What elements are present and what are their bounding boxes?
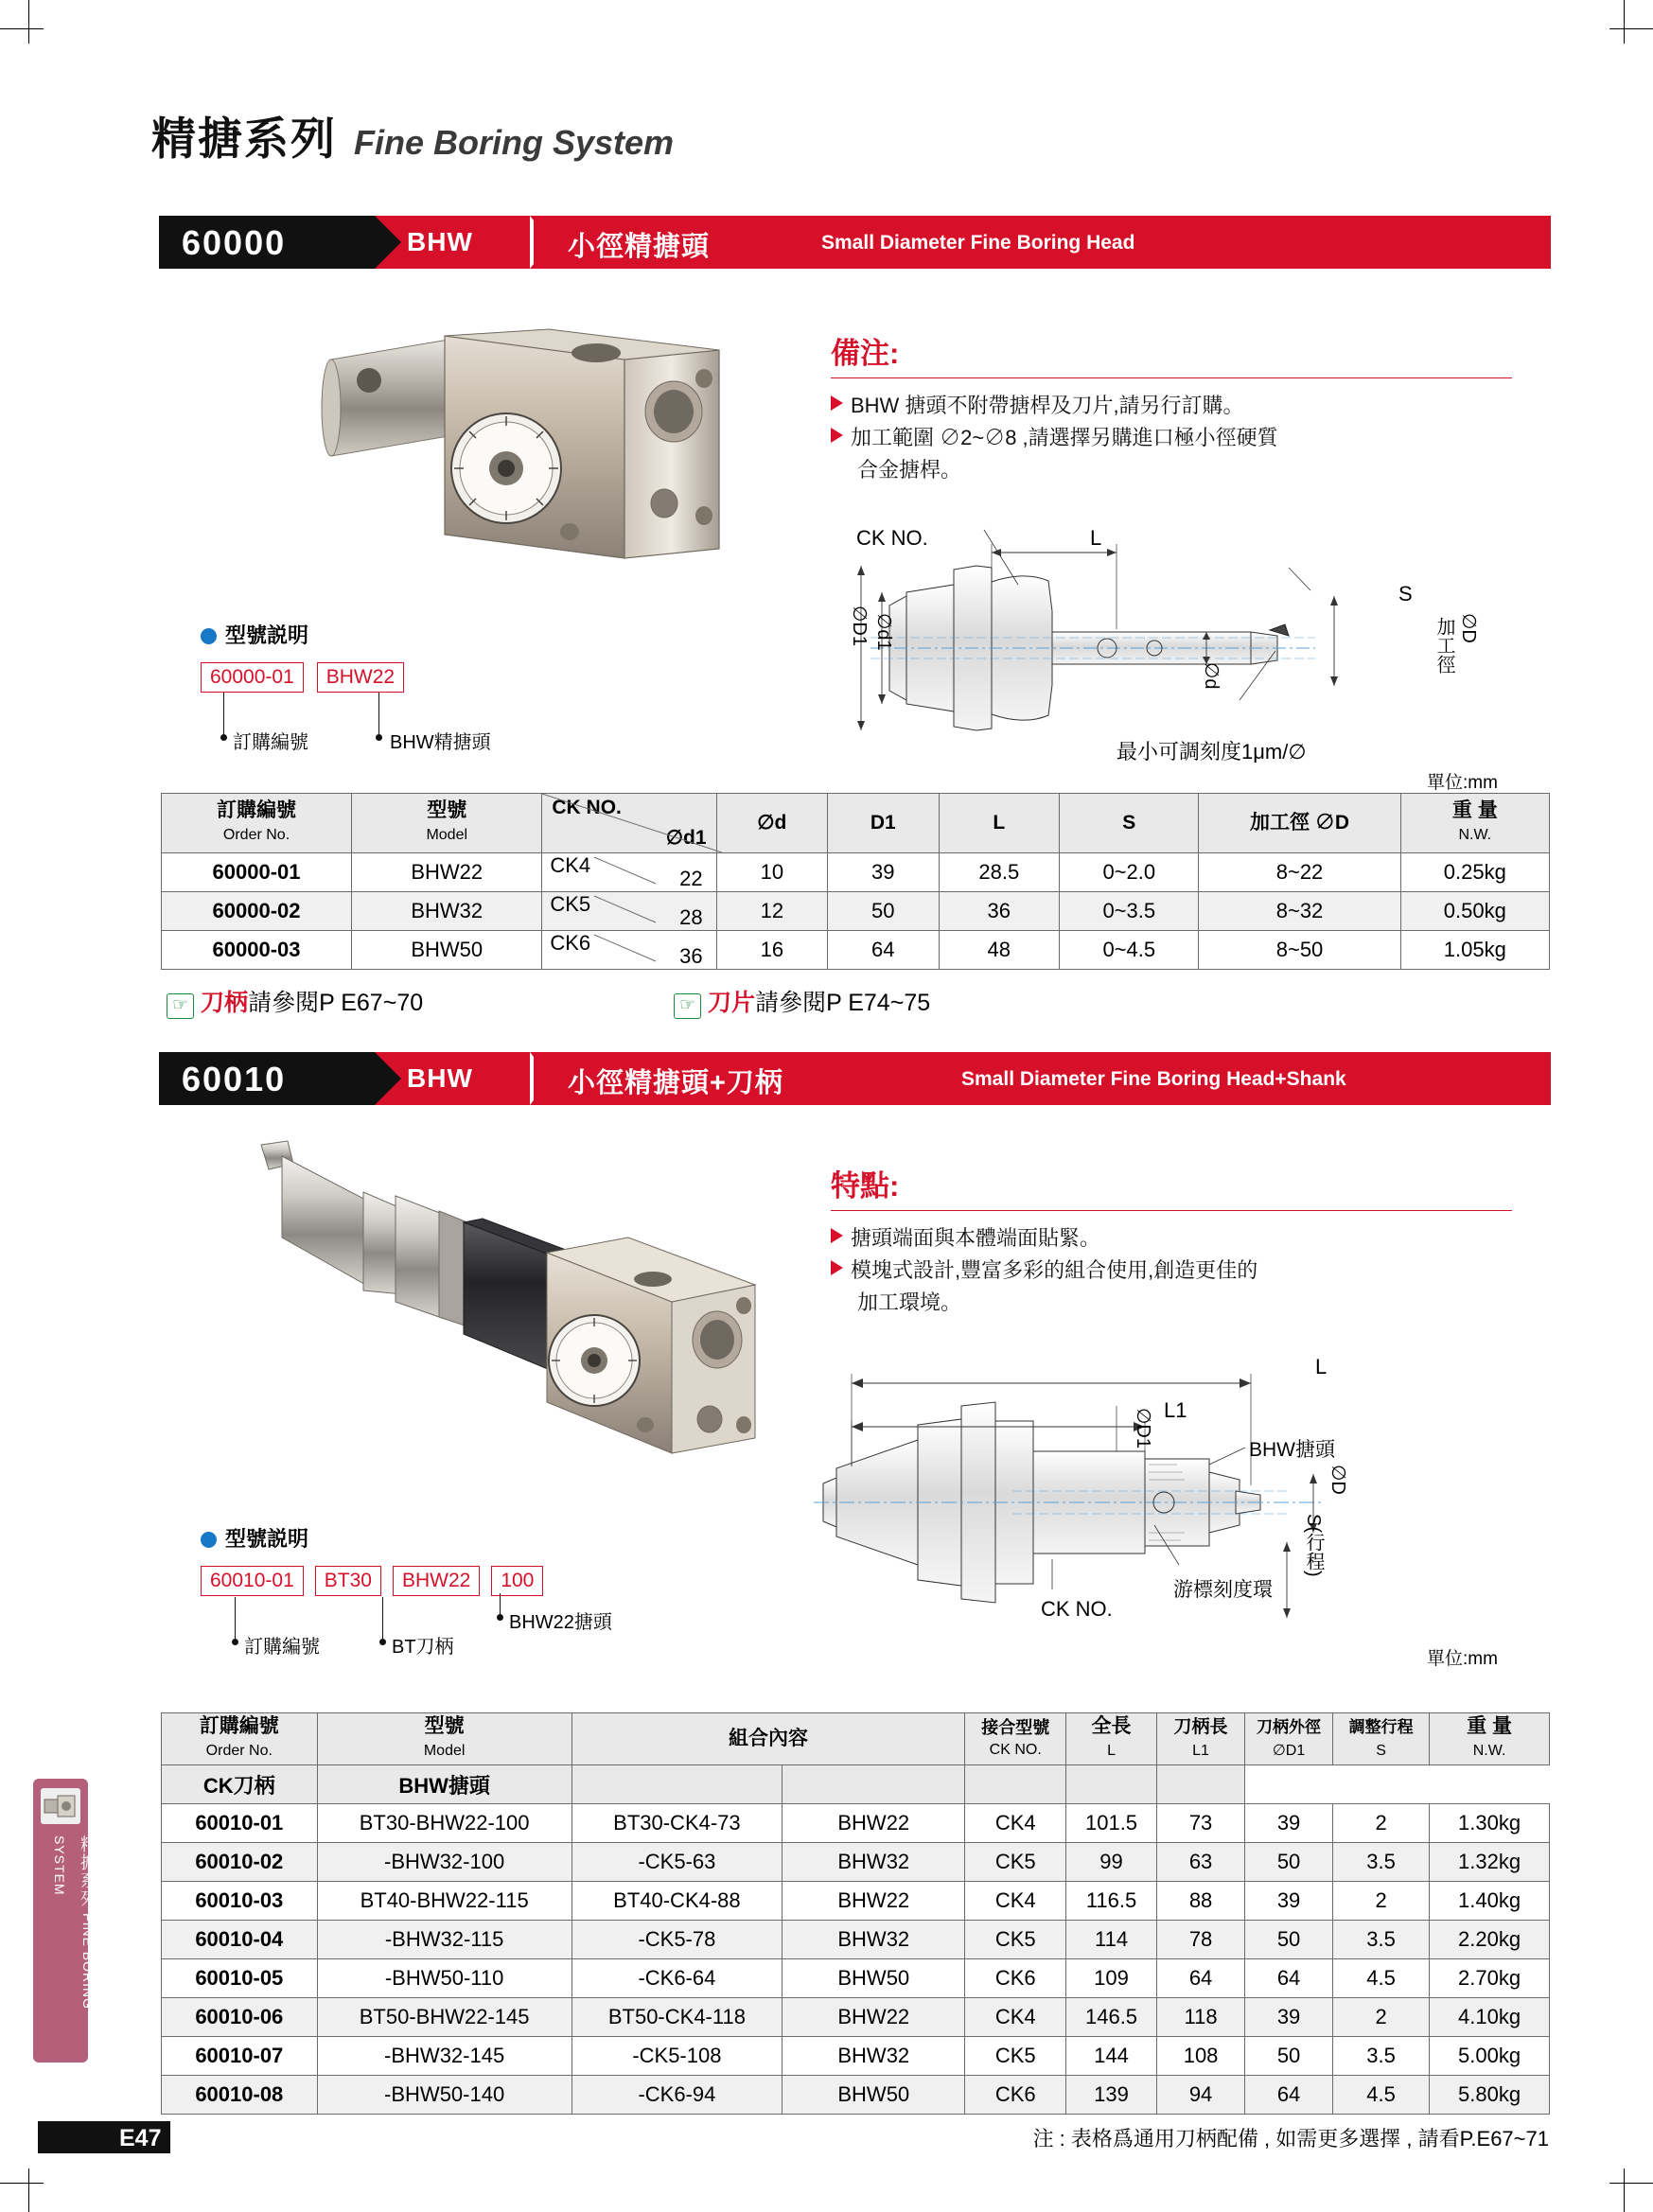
cell-weight: 0.50kg: [1400, 892, 1549, 931]
th-en: CK NO.: [989, 1742, 1042, 1758]
cell-L1: 118: [1157, 1998, 1245, 2037]
cell-combo-head: BHW32: [783, 1843, 965, 1882]
drawing2-label-D1: [1132, 1408, 1154, 1448]
cell-L: 146.5: [1066, 1998, 1157, 2037]
cell-order-no: 60010-01: [162, 1804, 318, 1843]
cell-ck: CK5: [965, 1921, 1066, 1959]
leader-dot: [379, 1639, 386, 1645]
cell-L1: 88: [1157, 1882, 1245, 1921]
th-combination: 組合內容: [572, 1713, 965, 1765]
cell-S: 4.5: [1333, 1959, 1430, 1998]
cell-combo-shank: -CK5-108: [572, 2037, 782, 2076]
notes-block-2: [831, 1162, 1550, 1319]
drawing2-label-S: [1300, 1514, 1328, 1577]
th-en: L: [1107, 1743, 1116, 1759]
note-text: 合金搪桿。: [857, 458, 962, 482]
th-combo-ck-shank: CK刀柄: [162, 1765, 318, 1804]
note-text: 模塊式設計,豐富多彩的組合使用,創造更佳的: [851, 1258, 1258, 1282]
note-line: [831, 390, 1550, 422]
cell-D1: 39: [1245, 1804, 1333, 1843]
th-cn: 訂購編號: [199, 1715, 279, 1737]
crop-mark: [28, 2168, 29, 2212]
model-explain-label-2: BHW精搪頭: [390, 732, 491, 753]
cell-combo-shank: -CK5-63: [572, 1843, 782, 1882]
model-explain-1: [201, 620, 404, 693]
cell-L: 109: [1066, 1959, 1157, 1998]
drawing-label-D1: [848, 606, 870, 646]
banner-number: 60000: [182, 223, 287, 262]
th-S: S: [1060, 794, 1199, 853]
banner-code: BHW: [407, 1063, 473, 1093]
cell-L: 36: [939, 892, 1060, 931]
cell-model: BT30-BHW22-100: [317, 1804, 572, 1843]
drawing-label-proc-dia-text: 加工徑: [1433, 617, 1454, 674]
cell-ck-no: CK4: [550, 853, 591, 877]
th-D1: D1: [828, 794, 939, 853]
th-cn: 型號: [424, 1715, 465, 1737]
banner-title-en: Small Diameter Fine Boring Head+Shank: [961, 1068, 1346, 1090]
th-en: N.W.: [1472, 1743, 1506, 1759]
cell-model: BT40-BHW22-115: [317, 1882, 572, 1921]
section-banner-60000: [159, 216, 1551, 269]
cell-L: 48: [939, 931, 1060, 970]
th-weight: [1400, 794, 1549, 853]
banner-number: 60010: [182, 1060, 287, 1098]
crop-mark: [1609, 2183, 1653, 2184]
cell-combo-shank: BT50-CK4-118: [572, 1998, 782, 2037]
drawing-label-D-text: ∅D: [1458, 613, 1479, 643]
th-en: Model: [423, 1743, 466, 1759]
note-line: [831, 1222, 1550, 1255]
drawing2-label-S-text: S(行程): [1303, 1514, 1324, 1577]
cell-D1: 50: [1245, 2037, 1333, 2076]
spec-table-60000: [161, 793, 1550, 970]
cell-combo-head: BHW32: [783, 1921, 965, 1959]
note-text: 搪頭端面與本體端面貼緊。: [851, 1226, 1101, 1250]
banner-number-block: [159, 1052, 375, 1105]
section-banner-60010: [159, 1052, 1551, 1105]
cell-S: 0~4.5: [1060, 931, 1199, 970]
th-total-length: [1066, 1713, 1157, 1765]
cell-weight: 5.00kg: [1430, 2037, 1550, 2076]
cell-proc-dia: 8~50: [1199, 931, 1400, 970]
cell-proc-dia: 8~22: [1199, 853, 1400, 892]
th-model: [317, 1713, 572, 1765]
th-en: N.W.: [1458, 827, 1492, 843]
cell-S: 0~3.5: [1060, 892, 1199, 931]
spacer-cell: [965, 1765, 1066, 1804]
drawing2-label-L1: L1: [1164, 1398, 1187, 1422]
cell-ck: [542, 931, 716, 970]
cell-S: 3.5: [1333, 2037, 1430, 2076]
series-title-cn: 精搪系列: [151, 114, 337, 164]
model-explain-label-1: 訂購編號: [233, 732, 308, 753]
cell-ck-no: CK6: [550, 931, 591, 955]
cell-D1: 39: [1245, 1998, 1333, 2037]
model-explain2-label-2: BT刀柄: [392, 1637, 454, 1658]
cell-S: 4.5: [1333, 2076, 1430, 2115]
th-model: [352, 794, 542, 853]
drawing2-label-ck-no: CK NO.: [1041, 1597, 1113, 1621]
cell-d1: 22: [679, 867, 703, 890]
cell-ck-no: CK5: [550, 892, 591, 916]
th-cn: 型號: [427, 799, 467, 821]
note-text: 加工環境。: [857, 1290, 962, 1314]
table-header-row: [162, 1713, 1550, 1765]
cell-combo-head: BHW22: [783, 1804, 965, 1843]
reference-shank[interactable]: [167, 984, 423, 1019]
model-code-head: BHW22: [393, 1566, 480, 1596]
drawing-label-S: S: [1398, 582, 1413, 606]
cell-weight: 1.30kg: [1430, 1804, 1550, 1843]
note-line: [831, 1287, 1550, 1319]
th-cn: 調整行程: [1348, 1717, 1414, 1736]
cell-weight: 1.05kg: [1400, 931, 1549, 970]
table-row: [162, 2037, 1550, 2076]
cell-L: 114: [1066, 1921, 1157, 1959]
model-explain-title: [201, 1523, 543, 1553]
reference-highlight: 刀柄: [201, 990, 249, 1016]
table-row: [162, 1882, 1550, 1921]
cell-combo-shank: -CK5-78: [572, 1921, 782, 1959]
reference-highlight: 刀片: [708, 990, 756, 1016]
cell-model: BT50-BHW22-145: [317, 1998, 572, 2037]
cell-ck: CK5: [965, 2037, 1066, 2076]
table-header-row: [162, 794, 1550, 853]
cell-order-no: 60010-08: [162, 2076, 318, 2115]
banner-title-cn: 小徑精搪頭+刀柄: [568, 1068, 783, 1098]
th-shank-length: [1157, 1713, 1245, 1765]
reference-insert[interactable]: [674, 984, 930, 1019]
cell-order-no: 60000-01: [162, 853, 352, 892]
cell-ck: [542, 853, 716, 892]
table-row: [162, 1843, 1550, 1882]
cell-model: -BHW32-115: [317, 1921, 572, 1959]
cell-combo-shank: BT30-CK4-73: [572, 1804, 782, 1843]
model-explain-2: [201, 1523, 543, 1596]
cell-model: -BHW32-145: [317, 2037, 572, 2076]
model-explain-title-text: 型號説明: [225, 1527, 309, 1551]
th-en: Order No.: [222, 827, 290, 843]
leader-dot: [497, 1614, 503, 1621]
cell-ck: [542, 892, 716, 931]
technical-drawing-2: [795, 1353, 1486, 1656]
side-tab-en: FINE BORING SYSTEM: [52, 1835, 96, 2010]
drawing2-label-D-text: ∅D: [1328, 1465, 1348, 1495]
th-order-no: [162, 794, 352, 853]
cell-D1: 64: [828, 931, 939, 970]
cell-ck: CK4: [965, 1998, 1066, 2037]
cell-L1: 63: [1157, 1843, 1245, 1882]
cell-L1: 108: [1157, 2037, 1245, 2076]
cell-proc-dia: 8~32: [1199, 892, 1400, 931]
unit-label-1: 單位:mm: [1427, 773, 1498, 793]
th-weight: [1430, 1713, 1550, 1765]
drawing-label-d1: [872, 613, 895, 651]
cell-combo-head: BHW22: [783, 1998, 965, 2037]
cell-L1: 78: [1157, 1921, 1245, 1959]
cell-weight: 2.20kg: [1430, 1921, 1550, 1959]
th-en: Model: [426, 827, 468, 843]
table-row: [162, 892, 1550, 931]
th-d: ∅d: [716, 794, 828, 853]
page-title: [151, 104, 674, 167]
cell-L1: 94: [1157, 2076, 1245, 2115]
cell-order-no: 60000-02: [162, 892, 352, 931]
th-cn: 訂購編號: [217, 799, 297, 821]
bullet-dot-icon: [201, 628, 217, 644]
product-photo-bhw-shank: [244, 1135, 793, 1533]
cell-weight: 0.25kg: [1400, 853, 1549, 892]
cell-S: 3.5: [1333, 1921, 1430, 1959]
leader-line: [223, 693, 224, 734]
cell-model: BHW50: [352, 931, 542, 970]
th-ck-no: [965, 1713, 1066, 1765]
note-line: [831, 1255, 1550, 1287]
crop-mark: [0, 28, 44, 29]
cell-ck: CK5: [965, 1843, 1066, 1882]
series-title-en: Fine Boring System: [354, 123, 675, 162]
table-row: [162, 1921, 1550, 1959]
bullet-dot-icon: [201, 1532, 217, 1548]
th-cn: 刀柄長: [1173, 1716, 1228, 1737]
side-tab-text: [45, 1835, 102, 2063]
note-line: [831, 454, 1550, 486]
cell-order-no: 60010-05: [162, 1959, 318, 1998]
cell-S: 2: [1333, 1998, 1430, 2037]
spec-table-60010: [161, 1712, 1550, 2115]
cell-weight: 1.32kg: [1430, 1843, 1550, 1882]
model-explain-title: [201, 620, 404, 649]
spacer-cell: [1066, 1765, 1157, 1804]
drawing-label-d-text: ∅d: [1201, 662, 1222, 690]
drawing-label-min-scale: 最小可調刻度1μm/∅: [1117, 740, 1307, 764]
th-order-no: [162, 1713, 318, 1765]
product-photo-bhw-head: [312, 322, 804, 606]
th-ck-no: [542, 794, 716, 853]
bullet-triangle-icon: [831, 428, 843, 443]
drawing2-label-L: L: [1315, 1355, 1328, 1378]
th-en: Order No.: [205, 1743, 273, 1759]
leader-line: [235, 1597, 236, 1639]
cell-combo-head: BHW22: [783, 1882, 965, 1921]
th-d1-label: ∅d1: [665, 827, 707, 849]
page-number: E47: [119, 2125, 162, 2151]
drawing-label-proc-dia: [1431, 617, 1458, 674]
drawing2-label-D: [1327, 1465, 1349, 1495]
drawing2-label-vernier: 游標刻度環: [1173, 1579, 1273, 1601]
spacer-cell: [783, 1765, 965, 1804]
table-row: [162, 2076, 1550, 2115]
model-explain2-label-1: 訂購編號: [244, 1637, 320, 1658]
notes-block-1: [831, 329, 1550, 486]
bullet-triangle-icon: [831, 1228, 843, 1243]
cell-S: 2: [1333, 1804, 1430, 1843]
crop-mark: [1624, 2168, 1625, 2212]
cell-combo-shank: -CK6-64: [572, 1959, 782, 1998]
cell-model: -BHW32-100: [317, 1843, 572, 1882]
table-row: [162, 931, 1550, 970]
features-heading: 特點:: [831, 1162, 1512, 1211]
drawing2-label-D1-text: ∅D1: [1133, 1408, 1153, 1448]
leader-dot: [376, 734, 382, 741]
cell-combo-shank: BT40-CK4-88: [572, 1882, 782, 1921]
model-explain-title-text: 型號説明: [225, 623, 309, 647]
drawing-label-ck-no: CK NO.: [856, 526, 928, 550]
leader-line: [378, 693, 379, 734]
spacer-cell: [572, 1765, 782, 1804]
cell-S: 0~2.0: [1060, 853, 1199, 892]
model-code-shank: BT30: [315, 1566, 381, 1596]
side-tab: [33, 1779, 97, 2063]
cell-combo-head: BHW50: [783, 1959, 965, 1998]
note-text: 加工範圍 ∅2~∅8 ,請選擇另購進口極小徑硬質: [851, 426, 1278, 449]
banner-number-block: [159, 216, 375, 269]
note-text: BHW 搪頭不附帶搪桿及刀片,請另行訂購。: [851, 394, 1244, 417]
model-code-head: BHW22: [317, 662, 404, 693]
cell-combo-head: BHW50: [783, 2076, 965, 2115]
chevron-inner-icon: [534, 216, 554, 269]
bullet-triangle-icon: [831, 1260, 843, 1275]
leader-line: [500, 1593, 501, 1616]
hand-pointer-icon: ☞: [167, 993, 194, 1019]
crop-mark: [1624, 0, 1625, 44]
banner-code: BHW: [407, 227, 473, 256]
table-subheader-row: [162, 1765, 1550, 1804]
table-row: [162, 853, 1550, 892]
note-line: [831, 422, 1550, 454]
cell-L: 101.5: [1066, 1804, 1157, 1843]
hand-pointer-icon: ☞: [674, 993, 701, 1019]
model-code-length: 100: [491, 1566, 543, 1596]
reference-text: 請參閱P E74~75: [755, 990, 931, 1016]
reference-text: 請參閱P E67~70: [248, 990, 424, 1016]
model-code-order: 60010-01: [201, 1566, 304, 1596]
cell-D1: 50: [1245, 1921, 1333, 1959]
drawing-label-d1-text: ∅d1: [873, 613, 894, 651]
cell-S: 2: [1333, 1882, 1430, 1921]
crop-mark: [0, 2183, 44, 2184]
cell-order-no: 60010-07: [162, 2037, 318, 2076]
spacer-cell: [1157, 1765, 1245, 1804]
cell-model: -BHW50-110: [317, 1959, 572, 1998]
cell-weight: 1.40kg: [1430, 1882, 1550, 1921]
cell-weight: 4.10kg: [1430, 1998, 1550, 2037]
th-cn: 重 量: [1467, 1715, 1512, 1737]
banner-title-cn: 小徑精搪頭: [568, 232, 711, 262]
th-cn: 刀柄外徑: [1257, 1717, 1322, 1736]
crop-mark: [1609, 28, 1653, 29]
cell-d: 16: [716, 931, 828, 970]
cell-D1: 50: [1245, 1843, 1333, 1882]
cell-order-no: 60010-02: [162, 1843, 318, 1882]
unit-label-2: 單位:mm: [1427, 1649, 1498, 1669]
cell-d1: 28: [679, 905, 703, 929]
th-stroke: [1333, 1713, 1430, 1765]
cell-d1: 36: [679, 944, 703, 968]
drawing-label-L: L: [1090, 526, 1102, 550]
cell-d: 12: [716, 892, 828, 931]
cell-order-no: 60010-03: [162, 1882, 318, 1921]
cell-weight: 5.80kg: [1430, 2076, 1550, 2115]
cell-D1: 64: [1245, 2076, 1333, 2115]
table-row: [162, 1998, 1550, 2037]
drawing2-label-bhw-head: BHW搪頭: [1249, 1439, 1335, 1461]
banner-title-en: Small Diameter Fine Boring Head: [821, 232, 1135, 254]
cell-L: 144: [1066, 2037, 1157, 2076]
leader-line: [382, 1597, 383, 1639]
th-ck-label: CK NO.: [552, 797, 622, 818]
drawing-label-d: [1200, 662, 1222, 690]
th-cn: 接合型號: [981, 1718, 1050, 1737]
th-en: L1: [1192, 1742, 1209, 1759]
cell-ck: CK4: [965, 1882, 1066, 1921]
cell-D1: 39: [828, 853, 939, 892]
chevron-inner-icon: [534, 1052, 554, 1105]
model-code-order: 60000-01: [201, 662, 304, 693]
cell-order-no: 60000-03: [162, 931, 352, 970]
cell-model: BHW22: [352, 853, 542, 892]
cell-ck: CK4: [965, 1804, 1066, 1843]
cell-model: -BHW50-140: [317, 2076, 572, 2115]
th-en: S: [1376, 1742, 1386, 1759]
cell-combo-shank: -CK6-94: [572, 2076, 782, 2115]
cell-D1: 50: [828, 892, 939, 931]
cell-D1: 39: [1245, 1882, 1333, 1921]
leader-dot: [232, 1639, 238, 1645]
th-en: ∅D1: [1272, 1742, 1306, 1759]
cell-L1: 64: [1157, 1959, 1245, 1998]
table-row: [162, 1804, 1550, 1843]
th-proc-dia: 加工徑 ∅D: [1199, 794, 1400, 853]
page-number-bar: [38, 2121, 170, 2153]
bullet-triangle-icon: [831, 395, 843, 411]
th-combo-bhw-head: BHW搪頭: [317, 1765, 572, 1804]
cell-L: 99: [1066, 1843, 1157, 1882]
crop-mark: [28, 0, 29, 44]
cell-S: 3.5: [1333, 1843, 1430, 1882]
th-shank-od: [1245, 1713, 1333, 1765]
cell-order-no: 60010-04: [162, 1921, 318, 1959]
th-cn: 全長: [1091, 1715, 1132, 1737]
cell-ck: CK6: [965, 2076, 1066, 2115]
footnote: 注 : 表格爲通用刀柄配備 , 如需更多選擇 , 請看P.E67~71: [1032, 2127, 1549, 2151]
th-L: L: [939, 794, 1060, 853]
cell-combo-head: BHW32: [783, 2037, 965, 2076]
side-tab-cn: 精搪系列: [79, 1835, 97, 1907]
cell-order-no: 60010-06: [162, 1998, 318, 2037]
th-cn: 重 量: [1451, 799, 1498, 821]
cell-D1: 64: [1245, 1959, 1333, 1998]
model-explain2-label-3: BHW22搪頭: [509, 1612, 612, 1633]
cell-ck: CK6: [965, 1959, 1066, 1998]
cell-L: 28.5: [939, 853, 1060, 892]
cell-L: 139: [1066, 2076, 1157, 2115]
notes-heading: 備注:: [831, 329, 1512, 378]
drawing-label-D1-text: ∅D1: [849, 606, 870, 646]
cell-L1: 73: [1157, 1804, 1245, 1843]
cell-L: 116.5: [1066, 1882, 1157, 1921]
cell-weight: 2.70kg: [1430, 1959, 1550, 1998]
side-tab-icon: [41, 1788, 80, 1824]
drawing-label-D: [1457, 613, 1480, 643]
cell-model: BHW32: [352, 892, 542, 931]
cell-d: 10: [716, 853, 828, 892]
leader-dot: [220, 734, 227, 741]
table-row: [162, 1959, 1550, 1998]
